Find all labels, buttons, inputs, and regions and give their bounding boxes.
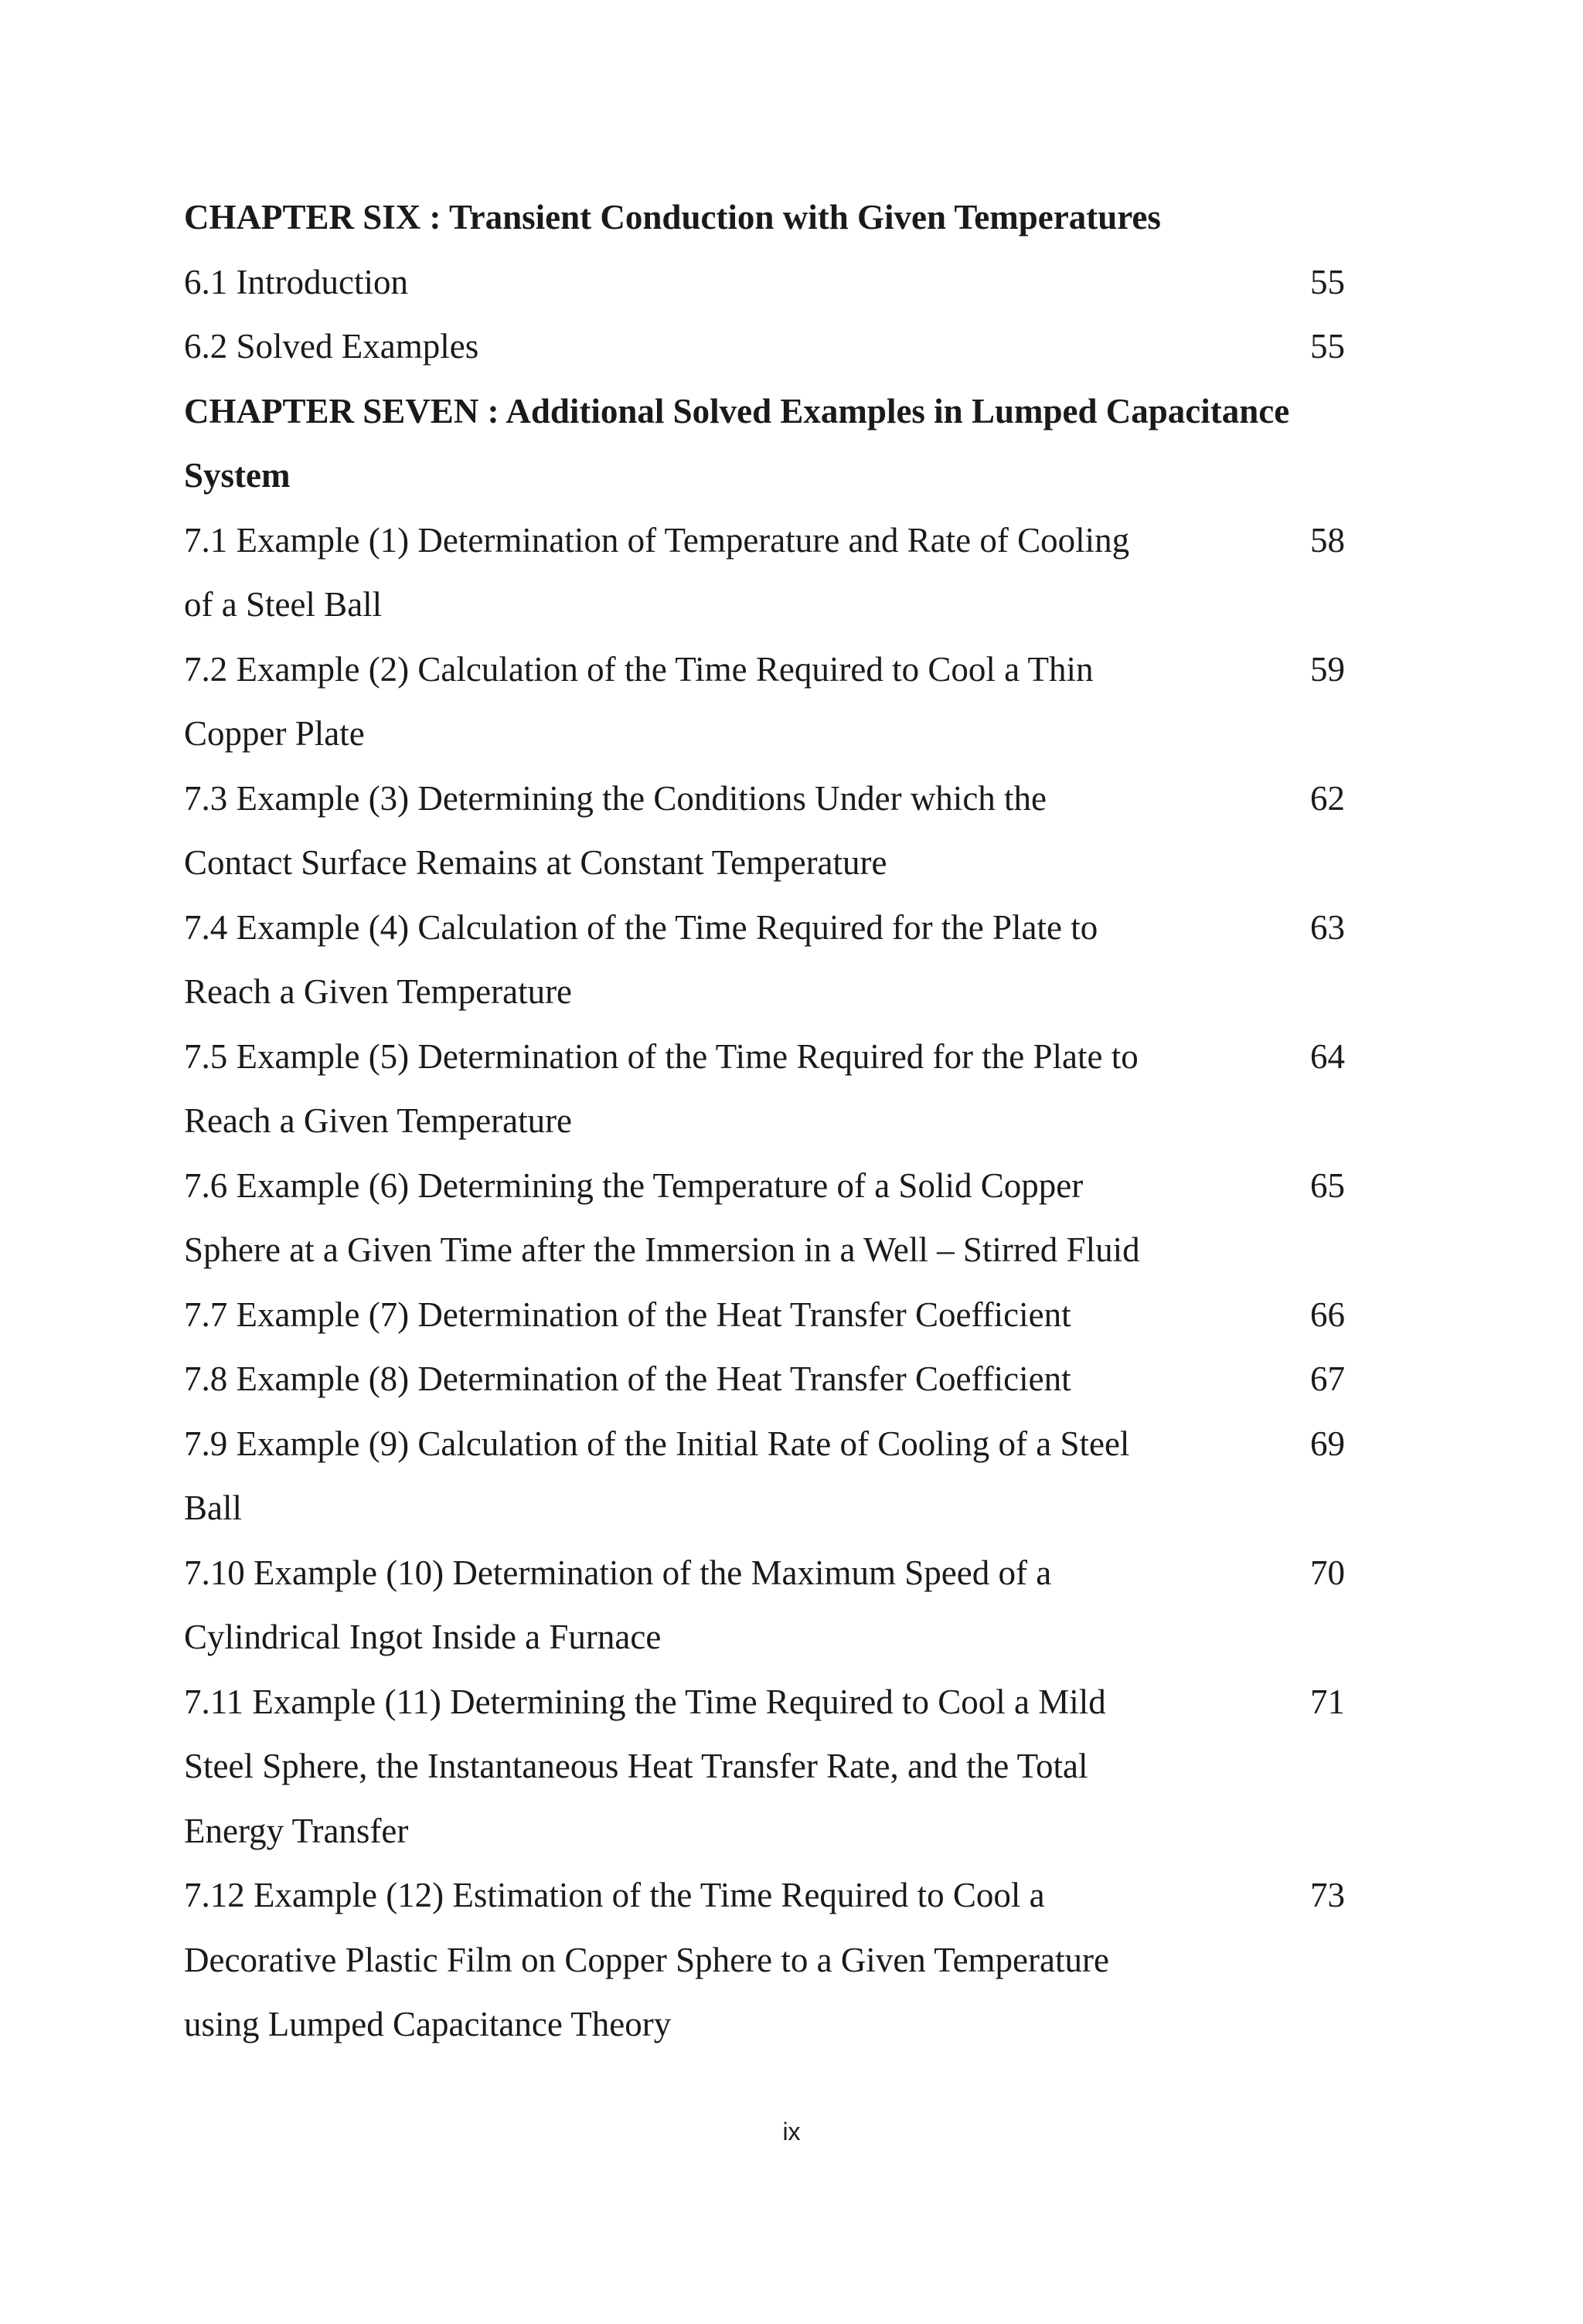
toc-entry bbox=[184, 1541, 1374, 1606]
entry-title: 7.10 Example (10) Determination of the Maximum Speed of a bbox=[184, 1553, 1052, 1592]
entry-page-number: 55 bbox=[1310, 262, 1345, 301]
entry-title: Cylindrical Ingot Inside a Furnace bbox=[184, 1618, 662, 1656]
entry-title: Steel Sphere, the Instantaneous Heat Transfer Rate, and the Total bbox=[184, 1747, 1088, 1785]
entry-title: 6.1 Introduction bbox=[184, 262, 408, 301]
chapter-title: CHAPTER SIX : Transient Conduction with Given Temperatures bbox=[184, 198, 1161, 236]
entry-title: 7.4 Example (4) Calculation of the Time Required for the Plate to bbox=[184, 907, 1098, 947]
toc-entry bbox=[184, 509, 1374, 573]
toc-entry bbox=[184, 1799, 1374, 1864]
entry-page-number: 65 bbox=[1310, 1165, 1345, 1205]
toc-entry bbox=[184, 1605, 1374, 1670]
toc-entry bbox=[184, 638, 1374, 703]
toc-entry bbox=[184, 1154, 1374, 1219]
entry-page-number: 70 bbox=[1310, 1553, 1345, 1592]
table-of-contents bbox=[184, 185, 1374, 2057]
entry-page-number: 66 bbox=[1310, 1295, 1345, 1334]
entry-page-number: 71 bbox=[1310, 1682, 1345, 1721]
entry-title: 7.7 Example (7) Determination of the Heat Transfer Coefficient bbox=[184, 1295, 1071, 1334]
toc-entry bbox=[184, 1283, 1374, 1348]
page-number: ix bbox=[782, 2118, 801, 2145]
entry-page-number: 63 bbox=[1310, 907, 1345, 947]
toc-entry bbox=[184, 573, 1374, 638]
toc-entry bbox=[184, 702, 1374, 767]
toc-entry bbox=[184, 1992, 1374, 2057]
toc-entry bbox=[184, 1734, 1374, 1799]
chapter-title: CHAPTER SEVEN : Additional Solved Examples in Lumped Capacitance bbox=[184, 391, 1290, 430]
entry-title: 7.11 Example (11) Determining the Time Required to Cool a Mild bbox=[184, 1682, 1106, 1721]
entry-title: Sphere at a Given Time after the Immersion in a Well – Stirred Fluid bbox=[184, 1230, 1140, 1269]
toc-entry bbox=[184, 1089, 1374, 1154]
chapter-heading bbox=[184, 379, 1374, 444]
entry-title: Decorative Plastic Film on Copper Sphere to a Given Temperature bbox=[184, 1940, 1109, 1979]
entry-title: 6.2 Solved Examples bbox=[184, 327, 479, 366]
toc-entry bbox=[184, 831, 1374, 896]
entry-page-number: 69 bbox=[1310, 1424, 1345, 1463]
entry-title: of a Steel Ball bbox=[184, 585, 383, 624]
entry-page-number: 64 bbox=[1310, 1036, 1345, 1076]
entry-page-number: 67 bbox=[1310, 1359, 1345, 1398]
toc-entry bbox=[184, 960, 1374, 1025]
toc-entry bbox=[184, 896, 1374, 961]
entry-title: 7.6 Example (6) Determining the Temperature of a Solid Copper bbox=[184, 1165, 1084, 1205]
toc-entry bbox=[184, 1928, 1374, 1993]
toc-entry bbox=[184, 1412, 1374, 1477]
entry-page-number: 55 bbox=[1310, 327, 1345, 366]
entry-title: Copper Plate bbox=[184, 714, 365, 753]
entry-title: Reach a Given Temperature bbox=[184, 1101, 573, 1140]
toc-entry bbox=[184, 315, 1374, 379]
entry-title: Ball bbox=[184, 1489, 242, 1527]
entry-title: Reach a Given Temperature bbox=[184, 972, 573, 1011]
toc-entry bbox=[184, 250, 1374, 315]
entry-title: 7.1 Example (1) Determination of Temperature and Rate of Cooling bbox=[184, 520, 1130, 560]
chapter-heading bbox=[184, 444, 1374, 509]
entry-title: 7.3 Example (3) Determining the Conditions Under which the bbox=[184, 778, 1047, 818]
entry-page-number: 59 bbox=[1310, 649, 1345, 689]
chapter-heading bbox=[184, 185, 1374, 250]
toc-entry bbox=[184, 1218, 1374, 1283]
entry-page-number: 73 bbox=[1310, 1876, 1345, 1914]
entry-title: 7.12 Example (12) Estimation of the Time Required to Cool a bbox=[184, 1876, 1045, 1914]
toc-entry bbox=[184, 1863, 1374, 1928]
entry-title: 7.5 Example (5) Determination of the Time Required for the Plate to bbox=[184, 1036, 1139, 1076]
entry-page-number: 58 bbox=[1310, 520, 1345, 560]
toc-entry bbox=[184, 1476, 1374, 1541]
entry-title: 7.8 Example (8) Determination of the Heat Transfer Coefficient bbox=[184, 1359, 1071, 1398]
toc-entry bbox=[184, 767, 1374, 832]
toc-entry bbox=[184, 1347, 1374, 1412]
entry-title: Contact Surface Remains at Constant Temperature bbox=[184, 843, 887, 882]
chapter-title: System bbox=[184, 456, 291, 495]
entry-title: Energy Transfer bbox=[184, 1811, 409, 1850]
entry-title: 7.9 Example (9) Calculation of the Initial Rate of Cooling of a Steel bbox=[184, 1424, 1130, 1463]
entry-page-number: 62 bbox=[1310, 778, 1345, 818]
toc-entry bbox=[184, 1670, 1374, 1735]
entry-title: 7.2 Example (2) Calculation of the Time Required to Cool a Thin bbox=[184, 649, 1094, 689]
entry-title: using Lumped Capacitance Theory bbox=[184, 2005, 672, 2043]
toc-entry bbox=[184, 1025, 1374, 1090]
